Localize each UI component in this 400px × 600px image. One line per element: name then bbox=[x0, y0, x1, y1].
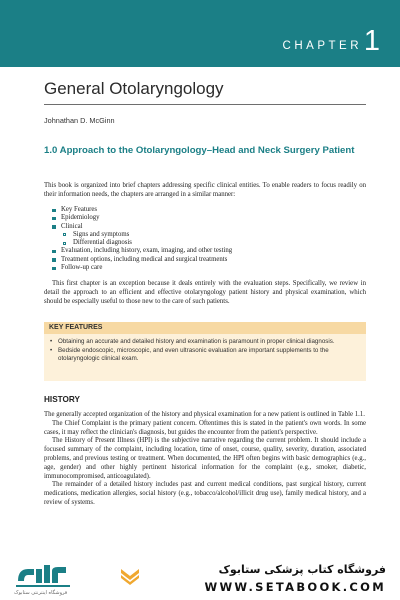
key-features-header bbox=[44, 322, 366, 334]
setabook-logo-icon bbox=[14, 561, 74, 591]
list-item: Key Features bbox=[50, 206, 350, 214]
history-paragraph: The History of Present Illness (HPI) is the subjective narrative regarding the current problem. It should include a focused summary of the complaint, including location, time of onset, course, quality, severity, duration, associated problems, and previous testing or treatment. When documented, the HPI often begins with basic demographics (e.g., age, gender) and other highly pertinent historical information for the complaint (e.g., smoker, diabetic, immunocompromised, anticoagulated). bbox=[44, 437, 366, 480]
history-body bbox=[44, 411, 366, 508]
key-feature-item: • Obtaining an accurate and detailed history and examination is paramount in proper clinical diagnosis. bbox=[50, 338, 350, 346]
intro-paragraph: This book is organized into brief chapters addressing specific clinical entities. To enable readers to focus readily on their information needs, the chapters are arranged in a similar manner: bbox=[44, 182, 366, 198]
key-feature-item: • Bedside endoscopic, microscopic, and even ultrasonic evaluation are important supplements to the otolaryngologic clinical exam. bbox=[50, 347, 350, 362]
history-paragraph: The generally accepted organization of the history and physical examination for a new patient is outlined in Table 1.1. bbox=[44, 411, 365, 418]
list-item: Evaluation, including history, exam, imaging, and other testing bbox=[50, 247, 350, 255]
book-chevron-icon bbox=[120, 567, 140, 585]
after-list-block bbox=[44, 280, 366, 306]
intro-paragraph-block bbox=[44, 182, 366, 200]
list-subitem: Signs and symptoms bbox=[50, 231, 350, 239]
section-heading: 1.0 Approach to the Otolaryngology–Head and Neck Surgery Patient bbox=[44, 145, 355, 156]
chapter-number: 1 bbox=[363, 25, 380, 57]
history-paragraph: The Chief Complaint is the primary patient concern. Oftentimes this is stated in the patient's own words. In some cases, it may reflect the clinician's diagnosis, but guides the encounter from the patient's perspective. bbox=[44, 419, 366, 436]
chapter-label: CHAPTER bbox=[282, 40, 362, 52]
history-heading: HISTORY bbox=[44, 395, 80, 404]
store-name: فروشگاه کتاب پزشکی ستابوک bbox=[218, 563, 386, 576]
list-item: Treatment options, including medical and surgical treatments bbox=[50, 256, 350, 264]
store-footer bbox=[0, 555, 400, 600]
title-divider bbox=[44, 104, 366, 105]
chapter-structure-list bbox=[50, 206, 350, 272]
store-url[interactable]: WWW.SETABOOK.COM bbox=[204, 580, 386, 594]
chapter-title: General Otolaryngology bbox=[44, 79, 224, 98]
author-name: Johnathan D. McGinn bbox=[44, 116, 115, 125]
list-subitem: Differential diagnosis bbox=[50, 239, 350, 247]
history-paragraph: The remainder of a detailed history includes past and current medical conditions, past surgical history, current medications, medication allergies, social history (e.g., tobacco/alcohol/illicit drug use), family medical history, and a review of systems. bbox=[44, 481, 366, 506]
chapter-banner bbox=[0, 0, 400, 67]
key-features-list bbox=[50, 338, 350, 364]
after-list-paragraph: This first chapter is an exception because it deals entirely with the evaluation steps. Specifically, we review in detail the approach to an efficient and effective otolaryngology patient history and physical examination, which should be especially useful to those new to the care of such patients. bbox=[44, 280, 366, 305]
logo-text bbox=[80, 569, 83, 570]
logo-caption: فروشگاه اینترنتی ستابوک bbox=[14, 590, 68, 596]
key-features-title: KEY FEATURES bbox=[49, 324, 103, 331]
list-item: Epidemiology bbox=[50, 214, 350, 222]
list-item: Follow-up care bbox=[50, 264, 350, 272]
list-item: Clinical bbox=[50, 223, 350, 231]
key-features-box bbox=[44, 334, 366, 381]
